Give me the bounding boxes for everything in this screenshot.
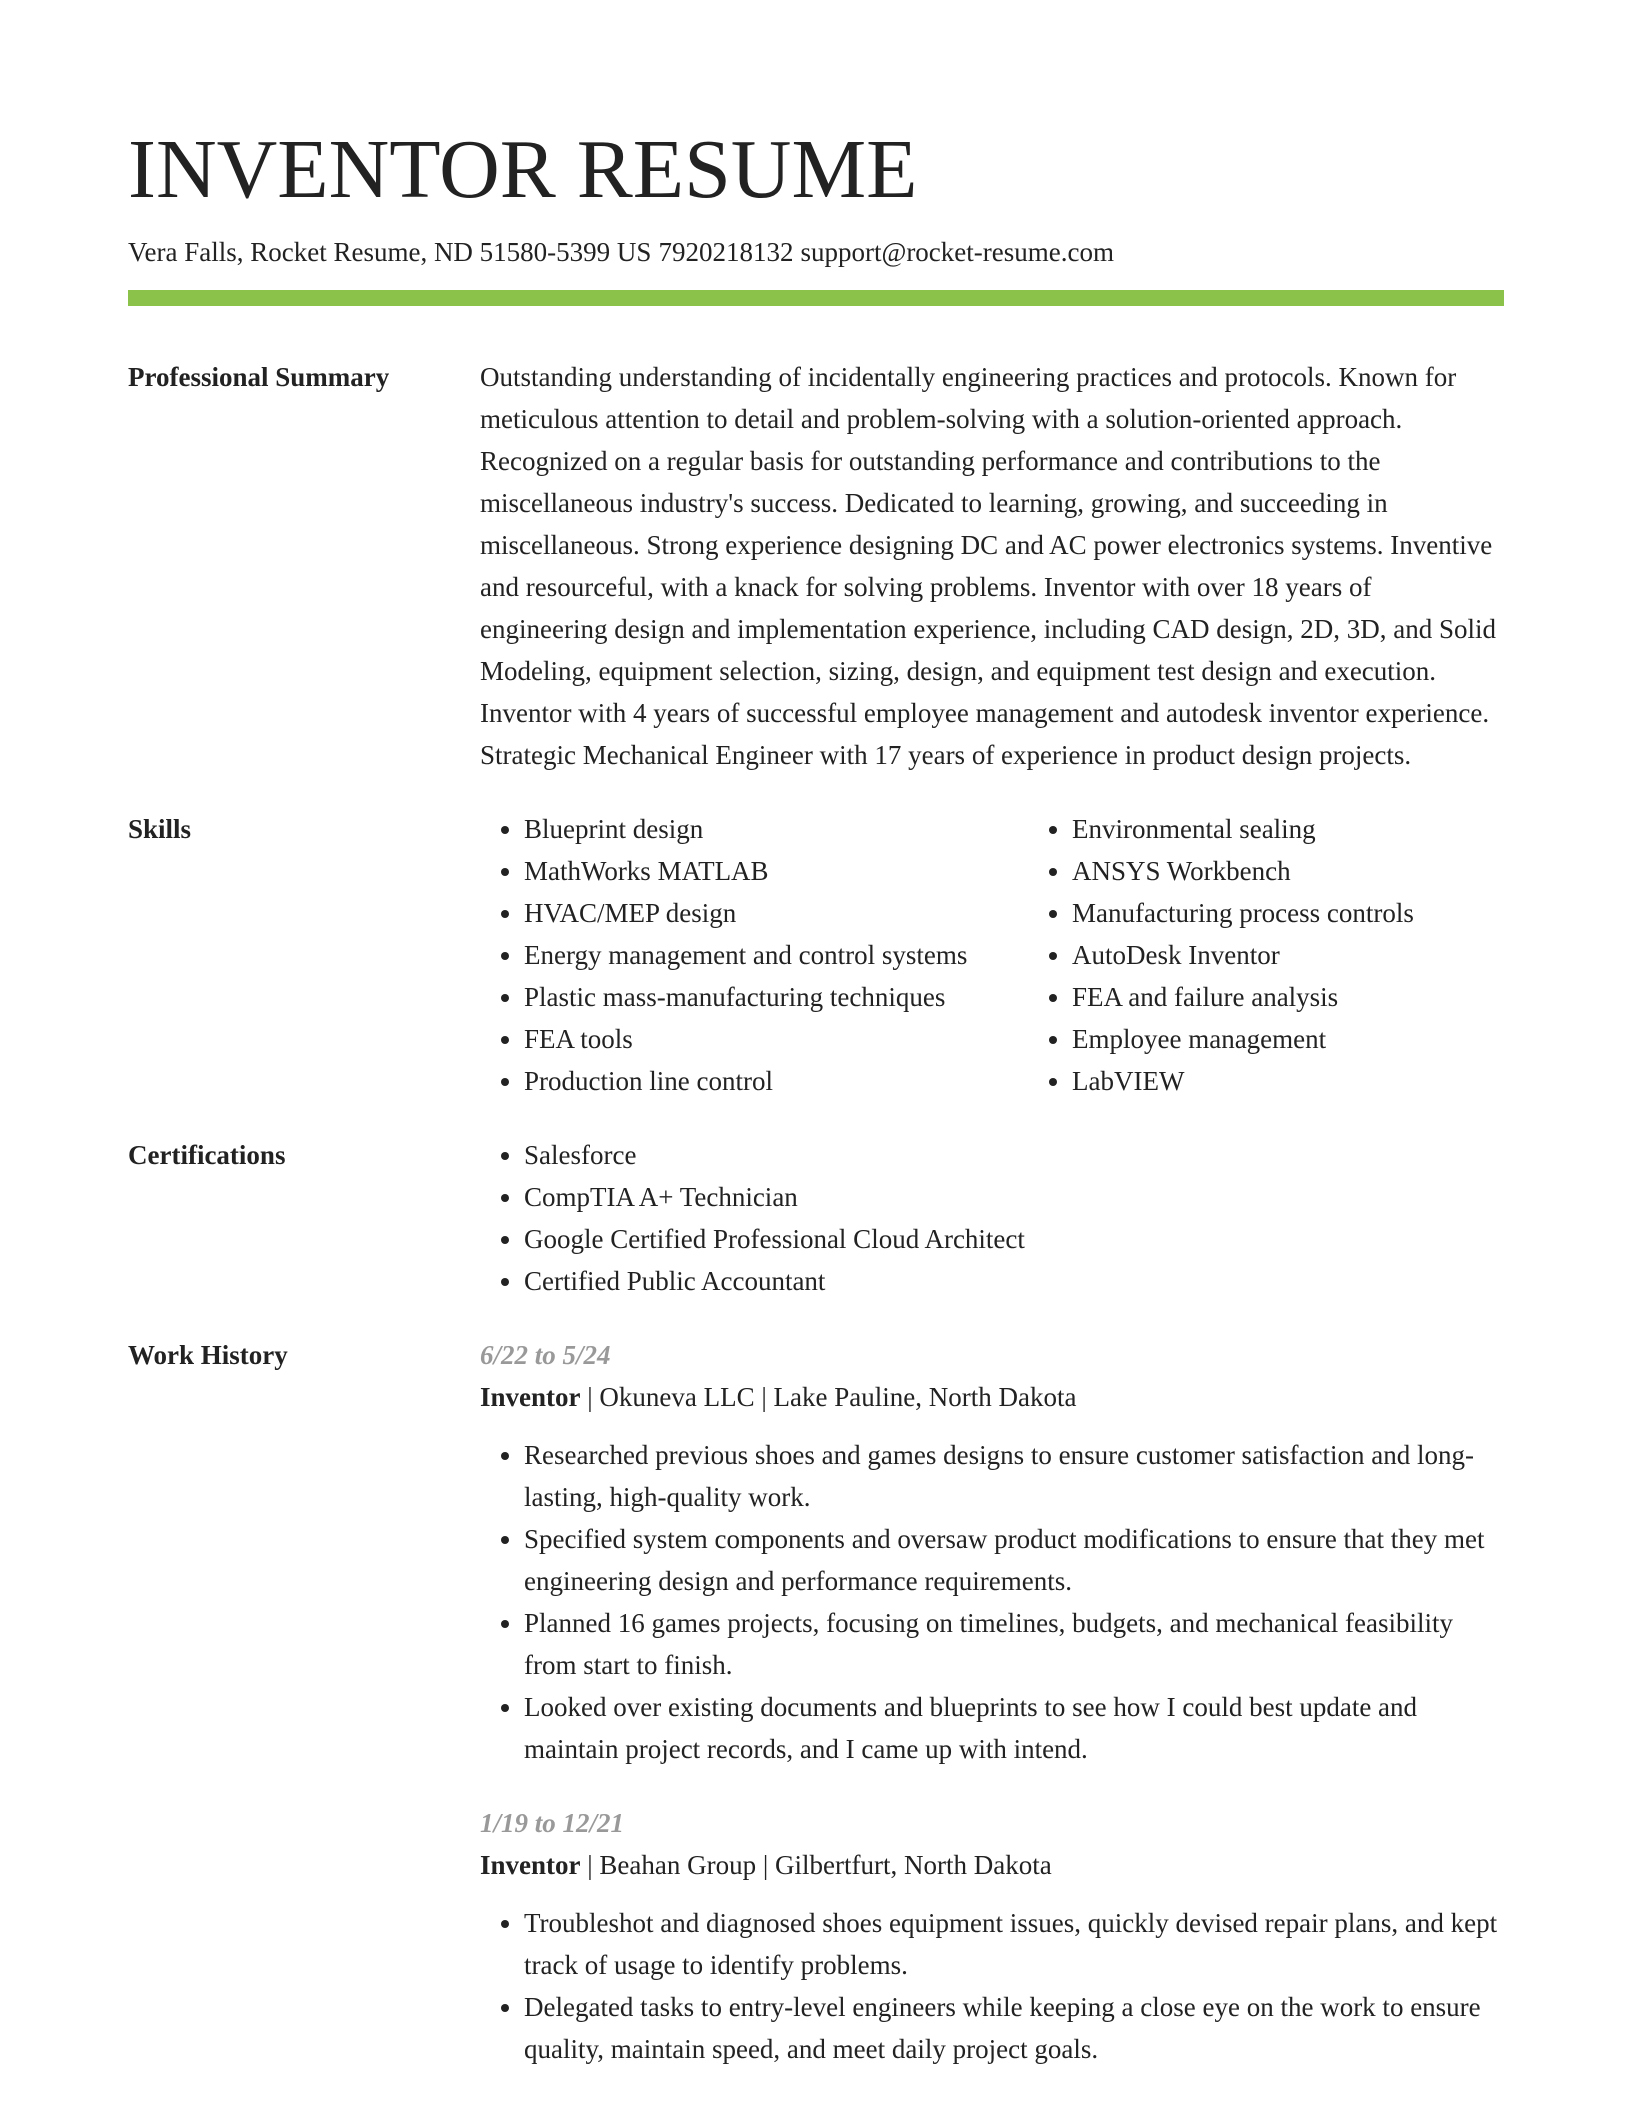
skill-item: • Employee management [1072,1018,1592,1060]
header-accent-rule [128,290,1504,306]
job-bullet: • Researched previous shoes and games designs to ensure customer satisfaction and long-lasting, high-quality work. [524,1434,1504,1518]
job-bullet: • Troubleshot and diagnosed shoes equipment issues, quickly devised repair plans, and kept track of usage to identify problems. [524,1902,1504,1986]
skill-item: • MathWorks MATLAB [524,850,1028,892]
job-title-line [480,1376,1504,1418]
certification-item: • Google Certified Professional Cloud Architect [524,1218,1504,1260]
certifications-body [480,1134,1504,1302]
job-bullets [480,1434,1504,1770]
skill-item: • LabVIEW [1072,1060,1592,1102]
job-company-location: | Beahan Group | Gilbertfurt, North Dakota [580,1850,1052,1880]
skill-item: • Environmental sealing [1072,808,1592,850]
work-history-section [128,1334,1504,2070]
contact-address: Vera Falls, Rocket Resume, ND 51580-5399 US [128,237,652,267]
skill-item: • FEA tools [524,1018,1028,1060]
certification-item: • Certified Public Accountant [524,1260,1504,1302]
skills-list-left [480,808,1028,1102]
contact-email: support@rocket-resume.com [800,237,1114,267]
job-bullet: • Specified system components and oversaw product modifications to ensure that they met engineering design and performance requirements. [524,1518,1504,1602]
summary-text: Outstanding understanding of incidentally engineering practices and protocols. Known for meticulous attention to detail and problem-solving with a solution-oriented approach. Recognized on a regular basis for outstanding performance and contributions to the miscellaneous industry's success. Dedicated to learning, growing, and succeeding in miscellaneous. Strong experience designing DC and AC power electronics systems. Inventive and resourceful, with a knack for solving problems. Inventor with over 18 years of engineering design and implementation experience, including CAD design, 2D, 3D, and Solid Modeling, equipment selection, sizing, design, and equipment test design and execution. Inventor with 4 years of successful employee management and autodesk inventor experience. Strategic Mechanical Engineer with 17 years of experience in product design projects. [480,362,1497,770]
job-bullet: • Looked over existing documents and blueprints to see how I could best update and maintain project records, and I came up with intend. [524,1686,1504,1770]
job-dates: 6/22 to 5/24 [480,1340,611,1370]
job-title: Inventor [480,1850,581,1880]
job-bullet: • Delegated tasks to entry-level engineers while keeping a close eye on the work to ensure quality, maintain speed, and meet daily project goals. [524,1986,1504,2070]
summary-section [128,356,1504,776]
certifications-list [480,1134,1504,1302]
contact-phone: 7920218132 [658,237,794,267]
job-entry [480,1802,1504,2070]
section-label-work-history: Work History [128,1340,288,1370]
section-label-skills: Skills [128,814,192,844]
contact-line [128,236,1504,268]
skill-item: • Plastic mass-manufacturing techniques [524,976,1028,1018]
skill-item: • AutoDesk Inventor [1072,934,1592,976]
work-history-body [480,1334,1504,2070]
job-title-line [480,1844,1504,1886]
certifications-section [128,1134,1504,1302]
skills-section [128,808,1504,1102]
skills-list-right [1028,808,1592,1102]
resume-title: INVENTOR RESUME [128,123,918,216]
resume-page [128,0,1504,2070]
job-bullets [480,1902,1504,2070]
skill-item: • Energy management and control systems [524,934,1028,976]
skill-item: • Manufacturing process controls [1072,892,1592,934]
skill-item: • FEA and failure analysis [1072,976,1592,1018]
job-entry [480,1334,1504,1770]
certification-item: • Salesforce [524,1134,1504,1176]
section-label-certifications: Certifications [128,1140,286,1170]
skills-grid [480,808,1592,1102]
section-label-summary: Professional Summary [128,362,390,392]
skill-item: • ANSYS Workbench [1072,850,1592,892]
job-company-location: | Okuneva LLC | Lake Pauline, North Dakota [580,1382,1077,1412]
job-dates: 1/19 to 12/21 [480,1808,625,1838]
job-title: Inventor [480,1382,581,1412]
skill-item: • HVAC/MEP design [524,892,1028,934]
skill-item: • Production line control [524,1060,1028,1102]
skill-item: • Blueprint design [524,808,1028,850]
job-bullet: • Planned 16 games projects, focusing on timelines, budgets, and mechanical feasibility from start to finish. [524,1602,1504,1686]
certification-item: • CompTIA A+ Technician [524,1176,1504,1218]
